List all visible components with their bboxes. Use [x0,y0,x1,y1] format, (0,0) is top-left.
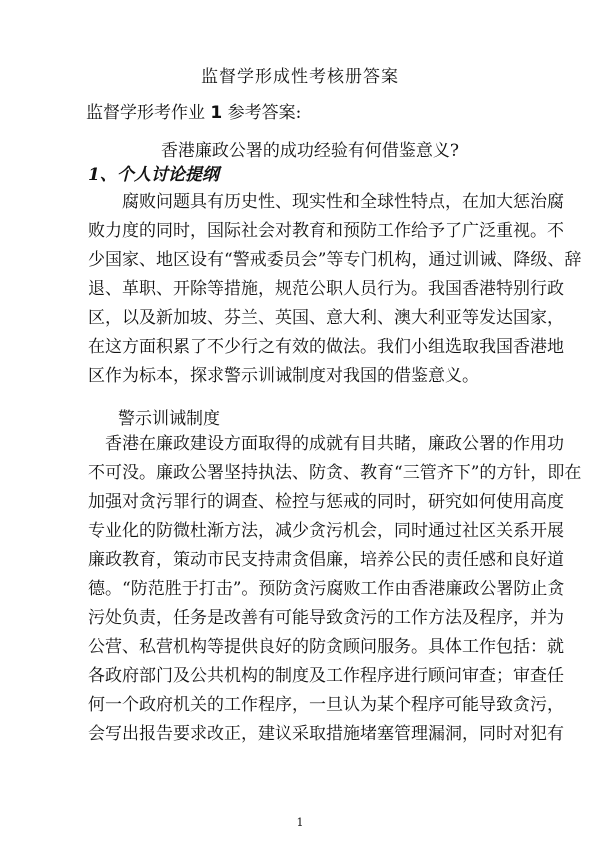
paragraph-line: 腐败问题具有历史性、现实性和全球性特点，在加大惩治腐 [88,192,564,212]
page-number: 1 [296,816,304,829]
document-title: 监督学形成性考核册答案 [201,67,399,87]
paragraph-line: 区，以及新加坡、芬兰、英国、意大利、澳大利亚等发达国家， [88,308,564,328]
paragraph-line: 加强对贪污罪行的调查、检控与惩戒的同时，研究如何使用高度 [88,492,564,512]
paragraph-line: 何一个政府机关的工作程序，一旦认为某个程序可能导致贪污， [88,695,564,715]
paragraph-line: 在这方面积累了不少行之有效的做法。我们小组选取我国香港地 [88,337,564,357]
paragraph-line: 污处负责，任务是改善有可能导致贪污的工作方法及程序，并为 [88,608,564,628]
paragraph-line: 退、革职、开除等措施，规范公职人员行为。我国香港特别行政 [88,279,564,299]
question-heading: 香港廉政公署的成功经验有何借鉴意义? [160,141,460,161]
subtitle-prefix: 监督学形考作业 [86,103,205,123]
paragraph-line: 公营、私营机构等提供良好的防贪顾问服务。具体工作包括：就 [88,637,564,657]
section-heading: 1、个人讨论提纲 [88,165,219,185]
paragraph-line: 专业化的防微杜渐方法，减少贪污机会，同时通过社区关系开展 [88,521,564,541]
paragraph-hongkong [88,430,582,749]
subtitle-suffix: 参考答案: [227,103,302,123]
paragraph-line: 会写出报告要求改正，建议采取措施堵塞管理漏洞，同时对犯有 [88,724,564,744]
paragraph-line: 少国家、地区设有“警戒委员会”等专门机构，通过训诫、降级、辞 [88,250,582,270]
assignment-subtitle [86,98,301,123]
paragraph-line: 区作为标本，探求警示训诫制度对我国的借鉴意义。 [88,366,479,386]
sub-heading: 警示训诫制度 [118,409,220,429]
paragraph-line: 廉政教育，策动市民支持肃贪倡廉，培养公民的责任感和良好道 [88,550,564,570]
paragraph-intro [88,188,582,391]
paragraph-line: 德。“防范胜于打击”。预防贪污腐败工作由香港廉政公署防止贪 [88,579,565,599]
paragraph-line: 不可没。廉政公署坚持执法、防贪、教育“三管齐下”的方针，即在 [88,463,582,483]
subtitle-number: 1 [210,103,223,123]
paragraph-line: 败力度的同时，国际社会对教育和预防工作给予了广泛重视。不 [88,221,564,241]
paragraph-line: 香港在廉政建设方面取得的成就有目共睹，廉政公署的作用功 [88,434,564,454]
paragraph-line: 各政府部门及公共机构的制度及工作程序进行顾问审查；审查任 [88,666,564,686]
